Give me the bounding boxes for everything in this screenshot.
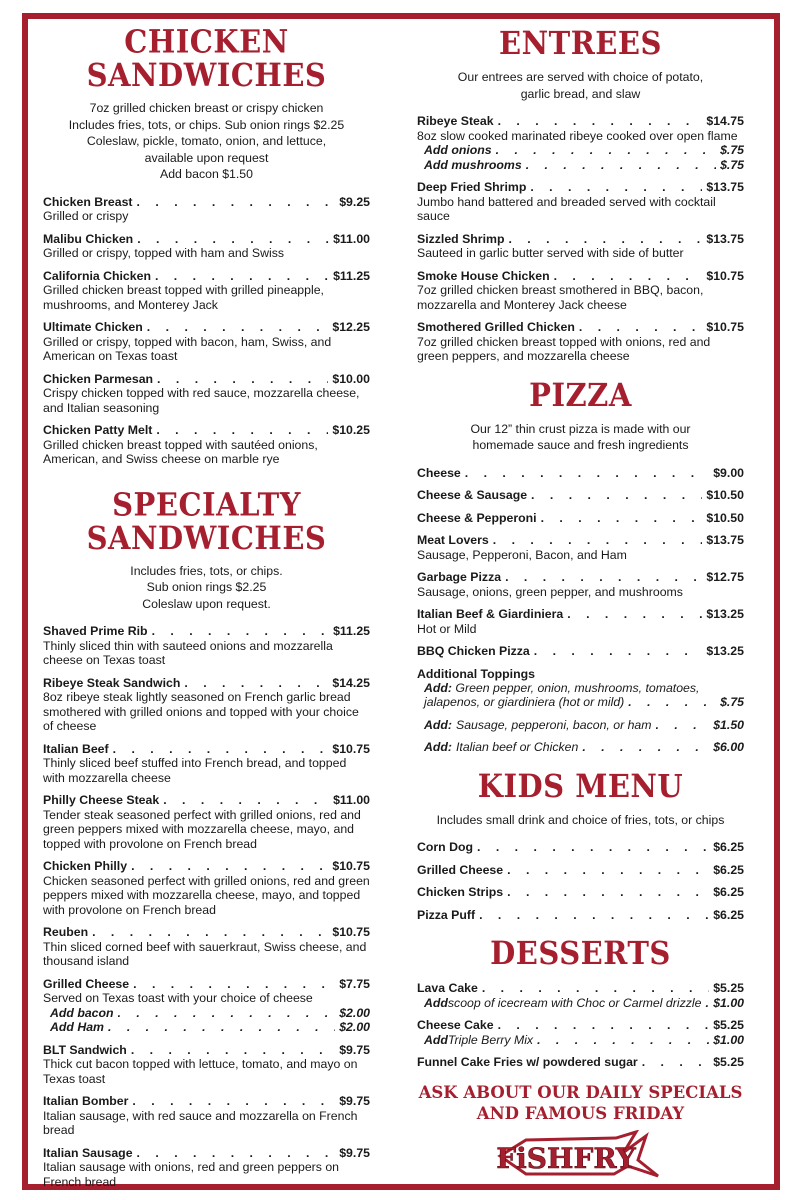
dot-leader [92,925,328,940]
item-price: $13.75 [706,180,744,194]
addon-price: $.75 [720,143,744,157]
section-title: KIDS MENU [477,767,684,804]
intro-line: Add bacon $1.50 [160,167,253,181]
specials-line-2: AND FAMOUS FRIDAY [476,1103,685,1123]
addon-label: scoop of icecream with Choc or Carmel drizzle [447,995,702,1010]
item-name: Pizza Puff [417,907,476,922]
item-row [417,644,744,659]
menu-item [43,859,370,917]
item-price: $11.00 [333,793,370,807]
item-price: $13.25 [706,607,744,621]
item-name: Cheese Cake [417,1018,494,1032]
addon-label: Triple Berry Mix [447,1032,534,1047]
item-row [417,607,744,622]
intro-line: 7oz grilled chicken breast or crispy chicken [89,101,324,115]
item-price: $5.25 [713,1055,744,1069]
menu-item [417,488,744,503]
item-price: $11.25 [333,624,370,638]
topping-item [417,718,744,733]
item-row [43,423,370,438]
item-description: Grilled or crispy [43,209,129,223]
item-row [43,742,370,757]
item-name: Ultimate Chicken [43,320,143,334]
item-price: $10.75 [332,741,370,756]
item-price: $6.25 [713,862,744,877]
dot-leader [537,1033,709,1048]
item-row [43,372,370,387]
item-price: $7.75 [339,976,370,991]
dot-leader [132,1094,335,1109]
intro-line: Includes fries, tots, or chips. Sub onion rings $2.25 [68,117,345,132]
item-name: Meat Lovers [417,533,489,547]
menu-item [417,644,744,659]
menu-item [417,533,744,562]
menu-item [417,320,744,364]
menu-item [43,1146,370,1190]
item-name: Ribeye Steak Sandwich [43,675,181,690]
pizza-section [417,376,744,755]
item-price: $10.50 [706,510,744,525]
item-row [417,1018,744,1033]
item-name: Cheese & Pepperoni [417,510,537,525]
item-price: $10.75 [706,320,744,334]
item-row [43,676,370,691]
item-description: Hot or Mild [417,621,477,636]
item-description: Grilled or crispy, topped with ham and Swiss [43,246,285,260]
item-description: Grilled or crispy, topped with bacon, ham, Swiss, and American on Texas toast [43,334,332,363]
item-name: Chicken Philly [43,859,128,873]
dot-leader [531,488,702,503]
desserts-section [417,934,744,1070]
menu-item [43,925,370,969]
specials-banner [417,1082,744,1124]
menu-item [43,195,370,224]
item-price: $10.50 [706,488,744,502]
addon-name: Add mushrooms [424,157,522,172]
dot-leader [505,570,702,585]
item-name: Malibu Chicken [43,231,134,246]
section-title: DESSERTS [490,934,671,972]
item-price: $9.00 [713,465,744,480]
dot-leader [579,320,703,335]
item-price: $6.25 [713,907,744,922]
dot-leader [642,1055,710,1070]
item-price: $9.75 [339,1094,370,1108]
item-row [417,269,744,284]
kids-menu-section [417,767,744,923]
item-name: Italian Beef & Giardiniera [417,607,564,621]
fish-fry-logo [496,1130,666,1182]
addon-price: $1.00 [713,995,744,1010]
item-name: Corn Dog [417,840,474,854]
item-description: Sausage, onions, green pepper, and mushrooms [417,584,683,599]
item-name: Funnel Cake Fries w/ powdered sugar [417,1055,638,1069]
item-name: Chicken Parmesan [43,371,154,386]
item-name: Italian Sausage [43,1145,133,1160]
dot-leader [137,1146,336,1161]
item-row [417,320,744,335]
addon-row [417,1033,744,1048]
item-description: 8oz ribeye steak lightly seasoned on French garlic bread smothered with grilled onions and topped with your choice of cheese [43,690,359,733]
dot-leader [477,840,709,855]
item-row [417,981,744,996]
menu-item [417,180,744,224]
right-column [417,24,744,1182]
dot-leader [133,977,335,992]
svg-text:FiSHFRY: FiSHFRY [495,1141,636,1175]
intro-line: Sub onion rings $2.25 [146,580,267,594]
dot-leader [479,908,709,923]
item-row [43,232,370,247]
item-price: $13.75 [706,533,744,547]
dot-leader [508,232,702,247]
item-price: $9.75 [339,1145,370,1160]
intro-line: Our 12” thin crust pizza is made with our [470,421,691,436]
item-row [43,1043,370,1058]
intro-line: Coleslaw, pickle, tomato, onion, and lettuce, [86,134,327,148]
section-intro [417,421,744,454]
intro-line: Coleslaw upon request. [142,596,271,611]
intro-line: available upon request [144,150,269,165]
item-description: Grilled chicken breast topped with sautéed onions, American, and Swiss cheese on marble rye [43,437,318,466]
item-description: Chicken seasoned perfect with grilled onions, red and green peppers mixed with mozzarella cheese, mayo, and topped with provolone on French bread [43,873,370,917]
item-name: Grilled Cheese [417,862,504,877]
menu-item [417,607,744,636]
item-price: $10.75 [332,859,370,873]
intro-line: Includes small drink and choice of fries, tots, or chips [436,812,725,827]
dot-leader [163,793,329,808]
dot-leader [493,533,703,548]
addon-price: $2.00 [339,1005,370,1020]
item-description: 7oz grilled chicken breast topped with onions, red and green peppers, and mozzarella cheese [417,334,711,363]
dot-leader [534,644,703,659]
item-price: $12.75 [706,570,744,584]
item-price: $9.25 [339,194,370,209]
topping-line [417,681,744,696]
item-name: Cheese [417,465,461,480]
section-intro [417,69,744,102]
addon-price: $.75 [720,157,744,172]
topping-label: Green pepper, onion, mushrooms, tomatoes, [455,680,700,695]
item-row [417,1055,744,1070]
dot-leader [705,996,709,1011]
item-row [417,232,744,247]
specials-line-1: ASK ABOUT OUR DAILY SPECIALS [418,1082,743,1102]
item-name: Philly Cheese Steak [43,793,160,807]
dot-leader [656,718,710,733]
section-title: CHICKEN SANDWICHES [86,23,327,94]
addon-name: Add onions [424,143,492,157]
item-description: Grilled chicken breast topped with grilled pineapple, mushrooms, and Monterey Jack [43,283,324,312]
menu-item [417,114,744,172]
toppings-title: Additional Toppings [417,666,535,681]
topping-row [417,695,744,710]
topping-add: Add: [424,717,452,732]
dot-leader [582,740,709,755]
dot-leader [530,180,702,195]
item-row [417,570,744,585]
menu-item [417,840,744,855]
menu-item [417,908,744,923]
addon-row [417,158,744,173]
item-price: $5.25 [713,981,744,995]
dot-leader [541,511,703,526]
menu-item [417,981,744,1010]
item-row [43,624,370,639]
item-row [417,180,744,195]
item-price: $10.25 [332,423,370,437]
item-name: Grilled Cheese [43,976,130,991]
item-price: $11.00 [333,231,370,246]
topping-row [417,740,744,755]
dot-leader [156,423,328,438]
dot-leader [482,981,709,996]
item-row [417,863,744,878]
section-intro [43,100,370,183]
item-name: Sizzled Shrimp [417,231,505,246]
topping-price: $1.50 [713,717,744,732]
item-price: $14.75 [706,114,744,128]
item-name: Smoke House Chicken [417,268,550,283]
item-row [43,320,370,335]
left-column [43,23,370,1197]
menu-item [417,570,744,599]
addon-row [43,1020,370,1035]
addon-row [417,143,744,158]
item-row [417,885,744,900]
menu-item [43,1094,370,1138]
item-description: Thinly sliced thin with sauteed onions and mozzarella cheese on Texas toast [43,638,333,667]
item-name: Smothered Grilled Chicken [417,320,575,334]
menu-item [43,269,370,313]
item-description: Italian sausage with onions, red and green peppers on French bread [43,1160,340,1189]
intro-line: Our entrees are served with choice of potato, [457,70,704,84]
item-price: $10.00 [332,371,370,386]
dot-leader [184,676,328,691]
item-name: Reuben [43,925,89,939]
dot-leader [137,232,329,247]
dot-leader [118,1006,336,1021]
addon-name: Add [424,1032,448,1047]
menu-item [417,466,744,481]
item-row [417,533,744,548]
item-price: $10.75 [332,925,370,939]
topping-add: Add: [424,680,452,695]
item-description: Tender steak seasoned perfect with grilled onions, red and green peppers mixed with mozzarella cheese, mayo, and topped with provolone on French bread [43,807,361,851]
item-row [43,859,370,874]
dot-leader [131,1043,335,1058]
item-price: $6.25 [713,885,744,899]
intro-line: homemade sauce and fresh ingredients [472,438,689,452]
item-row [417,511,744,526]
dot-leader [567,607,702,622]
dot-leader [152,624,330,639]
addon-name: Add [424,995,448,1010]
item-row [43,977,370,992]
menu-item [417,1018,744,1047]
item-description: 8oz slow cooked marinated ribeye cooked over open flame [417,128,738,143]
addon-name: Add Ham [50,1020,104,1034]
addon-row [43,1006,370,1021]
item-row [417,840,744,855]
dot-leader [108,1020,335,1035]
item-name: California Chicken [43,268,151,283]
item-name: BLT Sandwich [43,1042,127,1057]
menu-item [417,885,744,900]
item-description: Thinly sliced beef stuffed into French bread, and topped with mozzarella cheese [43,756,347,785]
dot-leader [157,372,328,387]
item-price: $6.25 [713,840,744,854]
item-price: $10.75 [706,268,744,283]
intro-line: garlic bread, and slaw [520,86,641,101]
item-name: Cheese & Sausage [417,488,528,502]
item-description: Sauteed in garlic butter served with side of butter [417,246,684,260]
topping-price: $6.00 [713,740,744,754]
item-name: Chicken Patty Melt [43,423,153,437]
item-description: Italian sausage, with red sauce and mozzarella on French bread [43,1108,358,1137]
topping-add: Add: [424,740,452,754]
topping-item [417,740,744,755]
item-name: Italian Bomber [43,1094,129,1108]
menu-item [43,793,370,851]
item-name: Ribeye Steak [417,114,494,128]
addon-row [417,996,744,1011]
dot-leader [498,114,703,129]
section-title: PIZZA [529,376,632,413]
item-row [43,269,370,284]
item-row [43,925,370,940]
item-description: Sausage, Pepperoni, Bacon, and Ham [417,547,627,562]
dot-leader [137,195,336,210]
section-title: SPECIALTY SANDWICHES [86,485,327,557]
dot-leader [496,143,716,158]
addon-price: $2.00 [339,1020,370,1034]
menu-item [43,1043,370,1087]
dot-leader [113,742,329,757]
item-price: $12.25 [332,320,370,334]
item-description: 7oz grilled chicken breast smothered in BBQ, bacon, mozzarella and Monterey Jack cheese [417,283,704,312]
topping-label: Sausage, pepperoni, bacon, or ham [456,717,652,732]
item-name: Garbage Pizza [417,570,502,584]
item-name: Chicken Breast [43,194,133,209]
menu-item [43,423,370,467]
dot-leader [498,1018,710,1033]
dot-leader [155,269,329,284]
item-row [43,793,370,808]
topping-label: Italian beef or Chicken [456,740,579,754]
dot-leader [507,863,709,878]
section-intro [417,812,744,829]
addon-name: Add bacon [50,1005,114,1020]
dot-leader [507,885,709,900]
entrees-section [417,24,744,364]
topping-row [417,718,744,733]
item-name: Deep Fried Shrimp [417,180,527,194]
menu-item [43,676,370,734]
menu-item [43,320,370,364]
menu-item [417,863,744,878]
item-price: $5.25 [713,1018,744,1032]
item-price: $13.25 [706,644,744,658]
menu-item [43,977,370,1035]
item-name: Chicken Strips [417,885,504,899]
item-price: $14.25 [332,675,370,690]
item-row [417,114,744,129]
menu-item [43,232,370,261]
item-description: Thin sliced corned beef with sauerkraut, Swiss cheese, and thousand island [43,939,367,968]
section-intro [43,563,370,613]
item-name: Lava Cake [417,981,478,995]
topping-item [417,681,744,710]
item-price: $11.25 [333,268,370,283]
menu-item [43,742,370,786]
menu-item [43,624,370,668]
topping-price: $.75 [720,695,744,709]
dot-leader [465,466,709,481]
menu-item [417,269,744,313]
item-price: $9.75 [339,1042,370,1057]
item-row [417,488,744,503]
item-name: Shaved Prime Rib [43,624,148,638]
item-description: Served on Texas toast with your choice of cheese [43,991,313,1005]
item-name: BBQ Chicken Pizza [417,644,530,658]
section-title: ENTREES [499,24,662,62]
menu-item [417,232,744,261]
specialty-sandwiches-section [43,485,370,1190]
item-row [417,466,744,481]
dot-leader [554,269,703,284]
dot-leader [526,158,716,173]
dot-leader [131,859,328,874]
item-description: Crispy chicken topped with red sauce, mozzarella cheese, and Italian seasoning [43,386,360,415]
item-description: Jumbo hand battered and breaded served with cocktail sauce [417,194,716,223]
dot-leader [147,320,329,335]
menu-item [417,511,744,526]
dot-leader [628,695,716,710]
item-description: Thick cut bacon topped with lettuce, tomato, and mayo on Texas toast [43,1057,358,1086]
menu-item [43,372,370,416]
intro-line: Includes fries, tots, or chips. [130,563,283,578]
item-row [43,1146,370,1161]
item-row [417,908,744,923]
item-row [43,1094,370,1109]
menu-item [417,1055,744,1070]
topping-label-2: jalapenos, or giardiniera (hot or mild) [424,695,625,709]
item-price: $13.75 [706,231,744,246]
chicken-sandwiches-section [43,23,370,467]
addon-price: $1.00 [713,1032,744,1047]
item-row [43,195,370,210]
item-name: Italian Beef [43,741,109,756]
